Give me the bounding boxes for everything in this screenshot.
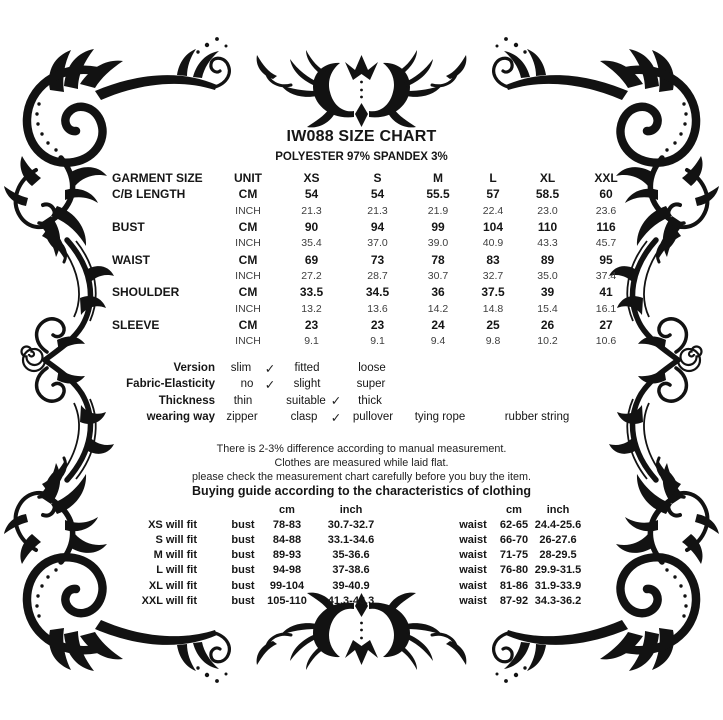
page-title: IW088 SIZE CHART <box>286 128 437 145</box>
size-table-cell: 99 <box>431 220 445 235</box>
buying-guide-heading: Buying guide according to the characteristics of clothing <box>192 484 531 498</box>
size-table-cell: 22.4 <box>482 204 504 217</box>
size-table-cell: 24 <box>431 317 445 332</box>
buying-guide-header-cell: cm <box>279 503 295 516</box>
buying-guide-header-cell: cm <box>506 503 522 516</box>
size-table-row-label: BUST <box>112 220 145 235</box>
size-table-cell: 33.5 <box>299 285 324 300</box>
size-table-row-label: WAIST <box>112 252 150 267</box>
size-table-cell: 110 <box>537 220 558 235</box>
size-table-row-label: SLEEVE <box>112 317 160 332</box>
buying-guide-cell: 99-104 <box>269 579 305 592</box>
size-table-cell: 28.7 <box>367 269 388 282</box>
attribute-label: Fabric-Elasticity <box>126 378 215 391</box>
size-table-cell: 54 <box>304 187 319 202</box>
checkmark-icon: ✓ <box>264 361 276 376</box>
size-table-cell: 26 <box>540 317 555 332</box>
size-table-cell: 73 <box>370 252 385 267</box>
buying-guide-cell: 28-29.5 <box>539 549 577 562</box>
attribute-option: fitted <box>294 362 320 375</box>
buying-guide-cell: bust <box>231 533 255 546</box>
attribute-option: suitable <box>286 394 326 407</box>
buying-guide-cell: 31.9-33.9 <box>534 579 582 592</box>
size-table-cell: 45.7 <box>595 237 617 250</box>
size-table-cell: 30.7 <box>427 269 449 282</box>
attribute-option: pullover <box>352 411 394 424</box>
buying-guide-cell: 37-38.6 <box>332 564 370 577</box>
size-table-cell: 9.8 <box>485 335 501 348</box>
size-table-cell: 9.4 <box>430 335 446 348</box>
checkmark-icon: ✓ <box>330 394 342 409</box>
size-table-cell: 35.4 <box>301 237 322 250</box>
buying-guide-cell: 81-86 <box>499 579 529 592</box>
size-table-cell: 60 <box>599 187 613 202</box>
size-table-cell: 94 <box>370 220 385 235</box>
buying-guide-cell: 26-27.6 <box>539 533 577 546</box>
buying-guide-cell: waist <box>459 549 487 562</box>
size-table-header-cell: XS <box>303 171 320 186</box>
size-table-cell: 55.5 <box>426 187 450 202</box>
attribute-option: zipper <box>226 411 258 424</box>
buying-guide-cell: bust <box>231 549 255 562</box>
buying-guide-cell: XS will fit <box>148 518 197 531</box>
buying-guide-cell: waist <box>459 579 487 592</box>
buying-guide-cell: 105-110 <box>267 594 307 607</box>
size-table-cell: 9.1 <box>304 335 319 348</box>
size-table-cell: 36 <box>431 285 445 300</box>
size-table-cell: 27 <box>599 317 613 332</box>
size-table-cell: 27.2 <box>301 269 322 282</box>
note-line: Clothes are measured while laid flat. <box>274 457 449 469</box>
size-table-row-label <box>112 235 218 251</box>
attribute-option: rubber string <box>504 411 570 424</box>
size-table-cell: CM <box>238 220 258 235</box>
buying-guide-cell: waist <box>459 564 487 577</box>
size-table-cell: 10.2 <box>537 335 558 348</box>
size-table-header-cell: XL <box>539 171 556 186</box>
buying-guide-cell: 62-65 <box>499 518 529 531</box>
size-table-cell: 14.2 <box>427 302 449 315</box>
size-table-cell: INCH <box>235 237 261 250</box>
size-table-cell: INCH <box>235 204 261 217</box>
buying-guide-cell: waist <box>459 594 487 607</box>
size-table-cell: 37.0 <box>367 237 388 250</box>
size-table <box>112 170 637 349</box>
size-table-cell: 10.6 <box>595 335 617 348</box>
size-table-cell: CM <box>238 285 258 300</box>
buying-guide-cell: bust <box>231 518 255 531</box>
attribute-option: super <box>356 378 386 391</box>
buying-guide-cell: waist <box>459 533 487 546</box>
size-table-cell: 95 <box>599 252 613 267</box>
size-table-cell: 21.9 <box>427 204 449 217</box>
attribute-option: thick <box>358 394 382 407</box>
size-table-cell: 40.9 <box>482 237 504 250</box>
size-table-row-label: C/B LENGTH <box>112 187 186 202</box>
size-table-cell: 39.0 <box>427 237 449 250</box>
size-table-header-cell: L <box>489 171 497 186</box>
size-table-cell: 23.0 <box>537 204 558 217</box>
size-table-row-label: SHOULDER <box>112 285 180 300</box>
buying-guide-cell: waist <box>459 518 487 531</box>
size-table-cell: INCH <box>235 302 261 315</box>
size-table-cell: 104 <box>482 220 504 235</box>
attribute-row-wearing-way <box>0 409 723 425</box>
size-table-cell: 16.1 <box>595 302 617 315</box>
attribute-option: tying rope <box>414 411 466 424</box>
buying-guide-cell: XXL will fit <box>141 594 197 607</box>
size-table-cell: 13.2 <box>301 302 322 315</box>
fabric-composition: POLYESTER 97% SPANDEX 3% <box>275 151 448 163</box>
size-table-row-label <box>112 268 218 284</box>
size-table-cell: 14.8 <box>482 302 504 315</box>
attribute-option: thin <box>233 394 253 407</box>
size-table-row-label <box>112 203 218 219</box>
size-table-cell: 34.5 <box>365 285 390 300</box>
buying-guide-cell: 41.3-43.3 <box>327 594 375 607</box>
size-table-cell: 83 <box>486 252 500 267</box>
buying-guide-cell: 71-75 <box>499 549 529 562</box>
buying-guide-cell: XL will fit <box>148 579 197 592</box>
attribute-option: clasp <box>290 411 318 424</box>
size-table-cell: 90 <box>304 220 319 235</box>
size-table-cell: 39 <box>540 285 555 300</box>
buying-guide-cell: bust <box>231 564 255 577</box>
size-table-header-cell: XXL <box>594 171 618 186</box>
size-table-cell: CM <box>238 187 258 202</box>
buying-guide-cell: bust <box>231 594 255 607</box>
buying-guide-cell: 39-40.9 <box>332 579 370 592</box>
size-table-cell: 43.3 <box>537 237 558 250</box>
size-table-cell: 54 <box>370 187 385 202</box>
size-table-cell: 37.5 <box>481 285 505 300</box>
buying-guide-cell: 30.7-32.7 <box>327 518 375 531</box>
size-table-cell: 21.3 <box>301 204 322 217</box>
size-table-row-label <box>112 300 218 316</box>
buying-guide-cell: 87-92 <box>499 594 529 607</box>
buying-guide-cell: bust <box>231 579 255 592</box>
buying-guide-cell: 94-98 <box>272 564 302 577</box>
attribute-option: no <box>240 378 254 391</box>
size-table-cell: 116 <box>596 220 616 235</box>
attribute-label: wearing way <box>146 411 215 424</box>
attribute-option: slight <box>293 378 321 391</box>
attribute-option: loose <box>358 362 386 375</box>
size-table-cell: 15.4 <box>537 302 558 315</box>
size-table-cell: INCH <box>235 335 261 348</box>
buying-guide-table <box>118 502 584 608</box>
size-table-cell: 23 <box>304 317 319 332</box>
buying-guide-cell: 29.9-31.5 <box>534 564 582 577</box>
size-table-header-cell: M <box>433 171 443 186</box>
buying-guide-cell: M will fit <box>153 549 197 562</box>
size-table-header-cell: S <box>373 171 382 186</box>
size-table-cell: 21.3 <box>367 204 388 217</box>
size-table-cell: 57 <box>486 187 500 202</box>
attribute-row-elasticity <box>0 376 723 392</box>
size-table-cell: 25 <box>486 317 500 332</box>
attribute-option: slim <box>230 362 252 375</box>
size-table-cell: 69 <box>304 252 319 267</box>
size-table-cell: 89 <box>540 252 555 267</box>
buying-guide-cell: 76-80 <box>499 564 529 577</box>
size-table-cell: INCH <box>235 269 261 282</box>
buying-guide-cell: 33.1-34.6 <box>327 533 375 546</box>
size-table-cell: 13.6 <box>367 302 388 315</box>
checkmark-icon: ✓ <box>330 410 342 425</box>
buying-guide-header-cell: inch <box>339 503 363 516</box>
size-table-header-cell: UNIT <box>234 171 262 186</box>
note-line: There is 2-3% difference according to manual measurement. <box>216 443 507 455</box>
buying-guide-cell: 24.4-25.6 <box>534 518 582 531</box>
buying-guide-cell: 84-88 <box>272 533 302 546</box>
buying-guide-cell: 35-36.6 <box>332 549 370 562</box>
size-table-cell: 37.4 <box>595 269 617 282</box>
buying-guide-cell: S will fit <box>155 533 197 546</box>
size-table-cell: 41 <box>599 285 613 300</box>
buying-guide-cell: 78-83 <box>272 518 302 531</box>
size-table-cell: 23 <box>370 317 385 332</box>
size-table-cell: 35.0 <box>537 269 558 282</box>
size-table-row-label <box>112 333 218 349</box>
checkmark-icon: ✓ <box>264 377 276 392</box>
size-table-cell: CM <box>238 317 258 332</box>
buying-guide-header-cell: inch <box>546 503 570 516</box>
attribute-row-version <box>0 360 723 376</box>
size-table-cell: 23.6 <box>595 204 617 217</box>
attribute-row-thickness <box>0 393 723 409</box>
note-line: please check the measurement chart carefully before you buy the item. <box>191 471 532 483</box>
size-table-cell: 9.1 <box>370 335 385 348</box>
buying-guide-cell: L will fit <box>156 564 197 577</box>
attribute-label: Version <box>173 362 215 375</box>
size-table-cell: 32.7 <box>482 269 504 282</box>
size-table-header-cell: GARMENT SIZE <box>112 171 203 186</box>
size-table-cell: 78 <box>431 252 445 267</box>
buying-guide-cell: 66-70 <box>499 533 529 546</box>
buying-guide-cell: 89-93 <box>272 549 302 562</box>
size-table-cell: CM <box>238 252 258 267</box>
size-table-cell: 58.5 <box>535 187 560 202</box>
buying-guide-cell: 34.3-36.2 <box>534 594 582 607</box>
attribute-label: Thickness <box>158 394 215 407</box>
